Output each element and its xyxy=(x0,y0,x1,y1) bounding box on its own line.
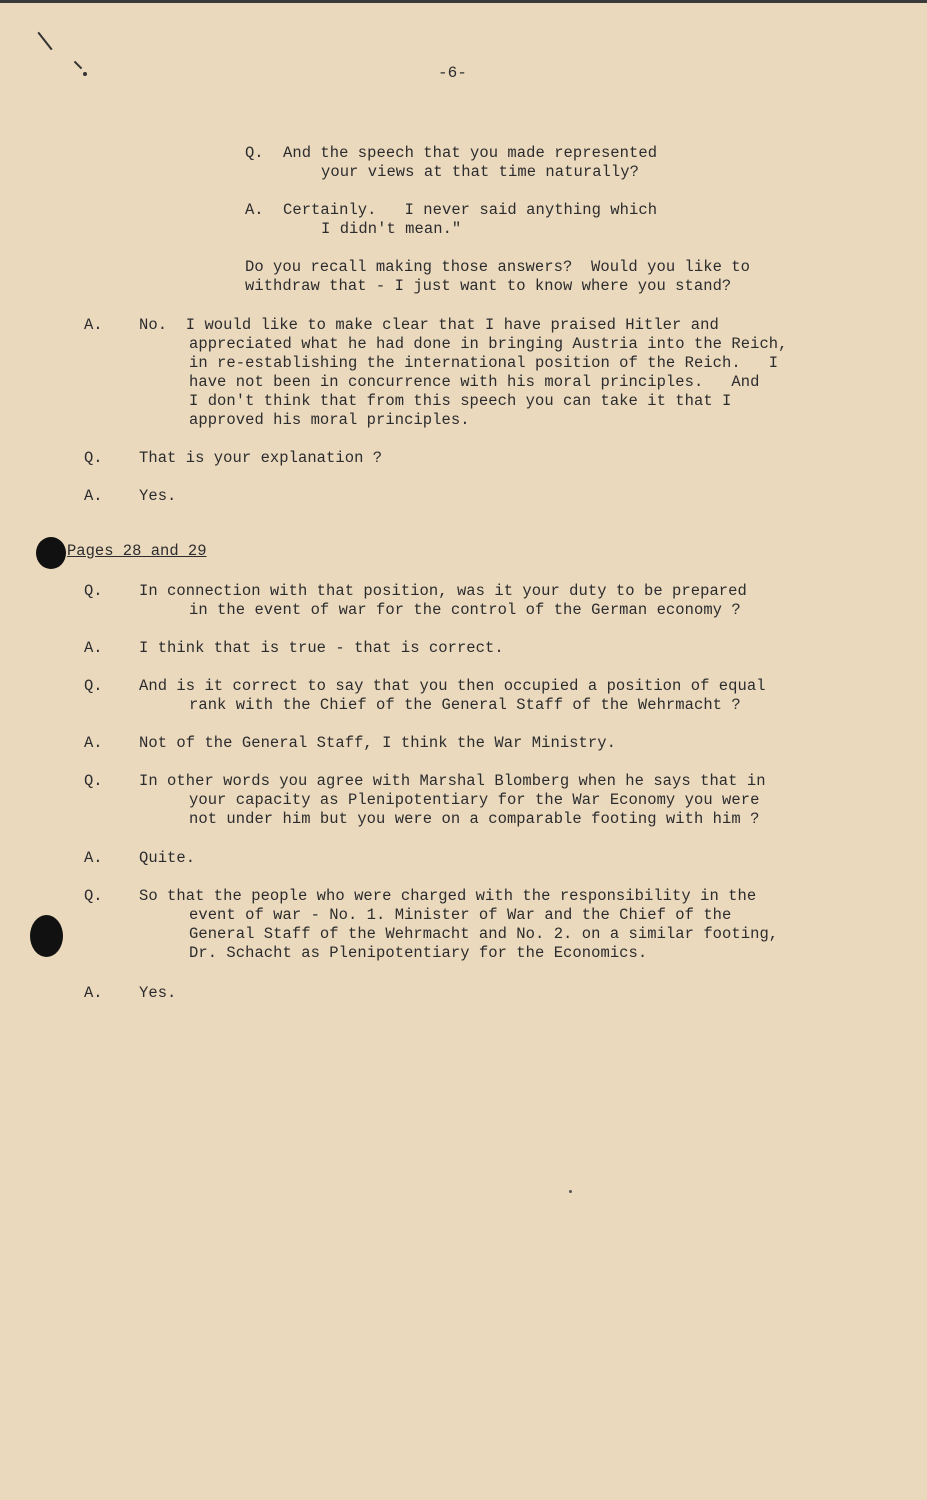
top-edge xyxy=(0,0,927,3)
entry-label: Q. xyxy=(84,582,103,600)
entry-label: A. xyxy=(84,639,103,657)
entry-line: That is your explanation ? xyxy=(139,449,383,467)
quote-line: And the speech that you made represented xyxy=(283,144,658,162)
quote-label: Q. xyxy=(245,144,264,162)
entry-line: Yes. xyxy=(139,487,177,505)
entry-line: event of war - No. 1. Minister of War and the Chief of the xyxy=(189,906,732,924)
entry-label: A. xyxy=(84,487,103,505)
entry-label: A. xyxy=(84,984,103,1002)
quote-line: I didn't mean." xyxy=(321,220,462,238)
entry-line: approved his moral principles. xyxy=(189,411,470,429)
entry-line: Quite. xyxy=(139,849,196,867)
quote-label: A. xyxy=(245,201,264,219)
page-number: -6- xyxy=(438,64,467,82)
entry-line: No. I would like to make clear that I have praised Hitler and xyxy=(139,316,719,334)
pencil-mark xyxy=(37,32,52,51)
entry-line: And is it correct to say that you then occupied a position of equal xyxy=(139,677,766,695)
entry-line: I don't think that from this speech you can take it that I xyxy=(189,392,732,410)
entry-label: A. xyxy=(84,316,103,334)
entry-line: not under him but you were on a comparable footing with him ? xyxy=(189,810,760,828)
entry-label: Q. xyxy=(84,772,103,790)
entry-line: Dr. Schacht as Plenipotentiary for the Economics. xyxy=(189,944,648,962)
punch-hole xyxy=(36,537,66,569)
pencil-mark xyxy=(83,72,87,76)
entry-line: So that the people who were charged with the responsibility in the xyxy=(139,887,757,905)
entry-line: your capacity as Plenipotentiary for the War Economy you were xyxy=(189,791,760,809)
entry-label: A. xyxy=(84,849,103,867)
quote-line: Certainly. I never said anything which xyxy=(283,201,658,219)
entry-line: In other words you agree with Marshal Blomberg when he says that in xyxy=(139,772,766,790)
question-line: Do you recall making those answers? Would you like to xyxy=(245,258,750,276)
speck xyxy=(569,1190,572,1193)
entry-label: Q. xyxy=(84,677,103,695)
entry-line: In connection with that position, was it your duty to be prepared xyxy=(139,582,747,600)
entry-line: Not of the General Staff, I think the War Ministry. xyxy=(139,734,616,752)
question-line: withdraw that - I just want to know where you stand? xyxy=(245,277,732,295)
punch-hole xyxy=(30,915,63,957)
entry-label: Q. xyxy=(84,449,103,467)
entry-line: Yes. xyxy=(139,984,177,1002)
entry-line: rank with the Chief of the General Staff of the Wehrmacht ? xyxy=(189,696,741,714)
entry-line: in the event of war for the control of the German economy ? xyxy=(189,601,741,619)
entry-label: A. xyxy=(84,734,103,752)
entry-line: appreciated what he had done in bringing Austria into the Reich, xyxy=(189,335,788,353)
entry-label: Q. xyxy=(84,887,103,905)
entry-line: General Staff of the Wehrmacht and No. 2. on a similar footing, xyxy=(189,925,779,943)
quote-line: your views at that time naturally? xyxy=(321,163,639,181)
entry-line: have not been in concurrence with his moral principles. And xyxy=(189,373,760,391)
entry-line: in re-establishing the international position of the Reich. I xyxy=(189,354,779,372)
section-heading: Pages 28 and 29 xyxy=(67,542,207,560)
entry-line: I think that is true - that is correct. xyxy=(139,639,504,657)
pencil-mark xyxy=(74,61,82,69)
